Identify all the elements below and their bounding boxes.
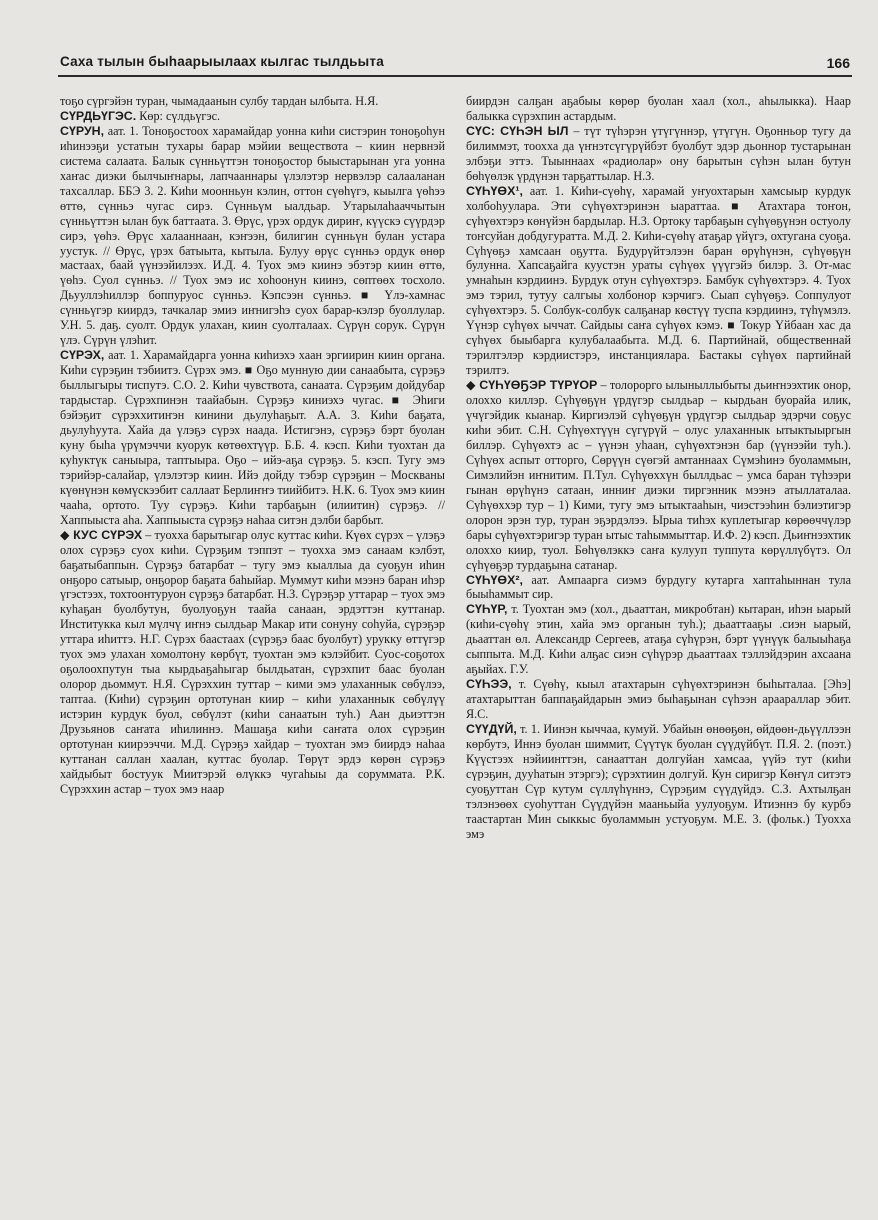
entry-text: – түт түһэрэн үтүгүннэр, үтүгүн. Оҕонньор тугу да билиммэт, тоохха да үҥнэтсүгүрүйбэт буолбут эдэр дьоннор тустарынан элбэҕи эттэ. Тыыннаах «радиолар» ону барытын сүһэн ылан бутун бөһүөлэк үрдүнэн тарҕаттылар. Н.З. — [466, 123, 852, 183]
entry-headword: СҮҺҮР, — [466, 602, 508, 617]
entry-headword: ◆ СҮҺҮӨҔЭР ТҮРҮОР — [466, 378, 598, 393]
entry-text: аат. Ампаарга сиэмэ бурдугу кутарга хаптаһыннан тула быыһаммыт сир. — [466, 572, 851, 602]
entry-text: биирдэн салҕан аҕабыы көрөр буолан хаал (хол., аһылыкка). Наар балыкка сүрэхпин астардым. — [466, 94, 851, 123]
dictionary-entry — [60, 348, 445, 527]
dictionary-entry — [60, 94, 445, 109]
dictionary-entry — [466, 378, 851, 572]
entry-headword: ◆ КУС СҮРЭХ — [60, 527, 143, 542]
entry-text: т. 1. Иинэн кыччаа, кумуй. Убайын өнөөҕөн, өйдөөн-дьүүллээн көрбутэ, Иннэ буолан шиммит, Сүүтүк буолан сүүдүйбүт. П.Я. 2. (поэт.) Күүстээх нэйиинттэн, санааттан долгуйан хамсаа, үүйэ тут (киһи сүрэҕин, дууһатын этэргэ); сүрэхтиин долгуй. Кун сиригэр Көҥүл ситэтэ суоҕуттан Сүр кутум сүллүһүннэ, Сүрэҕим сүүдүйдэ. С.З. Ахтылҕан тэлэнэөөх суоһуттан Сүүдүйэн мааньыйа уулуоҕум. Итиэннэ бу курбэ таастартан Мин сыккыс буоламмын устуоҕум. М.Е. 3. (фольк.) Туохха эмэ — [466, 722, 851, 841]
entry-headword: СҮҺҮӨХ¹, — [466, 183, 523, 198]
left-column — [60, 94, 445, 797]
dictionary-entry — [60, 528, 445, 797]
entry-text: т. Туохтан эмэ (хол., дьааттан, микробтан) кытаран, иһэн ыарый (киһи-сүөһү этин, хайа эмэ органын туһ.); дьааттааҕы .сиэн ыарый, дьааттан өл. Александр Сергеев, атаҕа сүһүрэн, бэрт үүнүүк балыыһаҕа сыппыта. М.Д. Киһи алҕас сиэн сүһүрэр дьааттаах тэллэйдэрин ахсаана аҕыйах. Г.У. — [466, 602, 851, 677]
entry-text: – туохха барытыгар олус куттас киһи. Күөх сүрэх – үлэҕэ олох сүрэҕэ суох киһи. Сүрэҕим тэппэт – туохха эмэ санаам кэлбэт, баҕатыбаппын. Сүрэҕэ батарбат – тугу эмэ кыаллыа да суоҕун иһин онҕоро сатыыр, онҕорор баҕата баһыйар. Муммут киһи мээнэ баран иһэр үгэстээх, тохтоонтуруон сүрэҕэ батарбат. Н.З. Сүрэҕэр уттарар – туох эмэ куһаҕан буолбутун, буолуоҕун таайа санаан, эрдэттэн куттанар. Институкка кыл мүлчү иҥнэ сылдьар Макар ити сонуну соһуйа, сүрэҕэр уттара иһиттэ. Н.Г. Сүрэх баастаах (сүрэҕэ баас буолбут) урукку өттүгэр туох эмэ улахан хомолтону көрбүт, туохтан эмэ кэлэйбит. Суос-соҕотох оҕолоохпутун тыа кырдьаҕаһыгар былдьатан, сүрэхпит баас буолан олорор дьоммут. Н.Я. Сүрэххин туттар – кими эмэ улаханнык сөбүлээ, таптаа. (Киһи) сүрэҕин ортотунан киир – киһи улаханнык сөбүлүү истэрин курдук буол, сөбүлэт (киһи санаатын туһ.) Аан дьиэттэн Друзьянов саҥата иһилиннэ. Машаҕа киһи саҥата олох сүрэҕин ортотунан киирээччи. М.Д. Сүрэҕэ хайдар – туохтан эмэ биирдэ наһаа куттанан саллан хаалан, куттас буолар. Төрүт эрдэ көрөн сүрэҕэ хайдыбыт бостуук Миитэрэй өлүккэ чугаһыы да соруммата. Р.К. Сүрэххин астар – туох эмэ наар — [60, 527, 445, 796]
entry-headword: СҮРДЬҮГЭС. — [60, 108, 137, 123]
dictionary-entry — [60, 124, 445, 348]
entry-text: аат. 1. Харамайдарга уонна киһиэхэ хаан эргиирин киин органа. Киһи сүрэҕин тэбиитэ. Сүрэх эмэ. ■ Оҕо мунную дии санаабыта, сүрэҕэ быллыгыры тиспутэ. С.О. 2. Киһи чувствота, санаата. Сүрэҕим дойдубар тардыстар. Сүрэхпинэн таайабын. Сүрэҕэ киниэхэ чугас. ■ Эһиги бэйэҕит сүрэххитиҥэн кинини дьулуһаҕыт. А.А. 3. Киһи баҕата, дьулуһуута. Хайа да үлэҕэ сүрэх наада. Истигэнэ, сүрэҕэ бэрт буолан куну быһа үрүмэччи куорук көтөөхтүүр. Б.Б. 4. кэсп. Киһи туохтан да куһуктүк саныыра, таптыыра. Оҕо – ийэ-аҕа сүрэҕэ. 5. кэсп. Тугу эмэ тэрийэр-салайар, үлэлэтэр киин. Ийэ дойду тэбэр сүрэҕин – Москваны күөнүнэн көмүскээбит саллаат Берлиҥҥэ тиийбитэ. Н.К. 6. Туох эмэ киин чааһа, ортото. Туу сүрэҕэ. Киһи тарбаҕын (илиитин) сүрэҕэ. // Хаппыыста аһа. Хаппыыста сүрэҕэ наһаа ситэн дэлби барбыт. — [60, 348, 445, 527]
dictionary-entry — [466, 94, 851, 124]
page-header — [60, 52, 852, 74]
entry-text: аат. 1. Киһи-сүөһү, харамай уҥуохтарын хамсыыр курдук холбоһуулара. Эти сүһүөхтэринэн ыараттаа. ■ Атахтара тоҥон, сүһүөхтэрэ көнүйэн бардылар. Н.З. Ортоку тарбаҕын сүһүөҕүнэн остуолу тоҥсуйан добдугуратта. М.Д. 2. Киһи-сүөһү атаҕар үйүгэ, охтугана суоҕа. Сүһүөҕэ хамсаан оҕутта. Будурүйтэлээн баран өрүһүнэн, сүһүөҕүн булунна. Хапсаҕайга куустэн ураты сүһүөх үүүгэйэ билэр. 3. От-мас умнаһын кэрдиинэ. Бурдук отун сүһүөхтэрэ. Бамбук сүһүөхтэрэ. 4. Туох эмэ тэрил, тутуу салгыы холбонор кэрчигэ. Сыап сүһүөҕэ. Соппулуот сүһүөхтэрэ. 5. Солбук-солбук салҕанар көстүү туспа кэрдиинэ, түһүмэлэ. Үүнэр сүһүөх ыччат. Сайдыы саҥа сүһүөх кэмэ. ■ Токур Үйбаан хас да сүһүөх быыбарга кулубалаабыта. М.Д. 6. Партийнай, общественнай тэрилтэлэр кэрдиистэрэ, инстанциялара. Бастакы сүһүөх партийнай тэрилтэ. — [466, 183, 851, 378]
page-number: 166 — [826, 55, 850, 71]
dictionary-entry — [466, 573, 851, 603]
entry-text: т. Сүөһү, кыыл атахтарын сүһүөхтэринэн быһыталаа. [Эһэ] атахтарыттан баппаҕайдарын эмиэ быһаҕынан сүһээн араараллар эбит. Я.С. — [466, 677, 851, 722]
entry-headword: СҮС: СҮҺЭН ЫЛ — [466, 123, 569, 138]
entry-headword: СҮРУН, — [60, 123, 105, 138]
entry-headword: СҮҺҮӨХ², — [466, 572, 523, 587]
entry-text: аат. 1. Тоноҕостоох харамайдар уонна киһи систэрин тоноҕоһун иһинээҕи устатын тухары барар мэйии веществота – киин нервнэй система салаата. Балык сүнньүттэн тоноҕостор быыстарынан уга уонна хаҥас диэки былчыҥнары, лапчааннары үлэлэтэр нервэлэр салааланан тахсаллар. ББЭ 3. 2. Киһи моонньун кэлин, оттон сүөһүгэ, кыылга үөһээ өттө, сүнньэ чугас сирэ. Сүнньүм ыалдьар. Утарылаһааччытын сүнньүттэн ылан бук баттаата. 3. Өрүс, үрэх ордук дириҥ, күүскэ сүүрдэр сирэ, үөһэ. Өрүс халааннаан, кэҥээн, билигин сүнньүн булан устара уустук. // Өрүс, үрэх батыыта, кытыла. Булуу өрүс сүнньэ ордук өнөр мастаах, баай үүнээйилээх. И.Д. 4. Туох эмэ киинэ эбэтэр киин өттө, үөһэ. Суол сүнньэ. // Туох эмэ ис хоһоонун киинэ, сөптөөх тосхоло. Дьууллэһиллэр боппуруос сүнньэ. Кэпсээн сүнньэ. ■ Үлэ-хамнас сүнньүгэр киирдэ, тачкалар эмиэ иҥнигэһэ суох барар-кэлэр буоллулар. У.Н. 5. даҕ. суолт. Ордук улахан, киин суолталаах. Сүрүн сорук. Сүрүн үлэ. Сүрүн үлэһит. — [60, 123, 445, 348]
entry-text: Көр: сүлдьүгэс. — [139, 108, 221, 123]
entry-headword: СҮҺЭЭ, — [466, 677, 512, 692]
entry-text: – толорорго ылыныллыбыты дьиҥнээхтик онор, олоххо киллэр. Сүһүөҕүн үрдүгэр сылдьар – кырдьан буорайа илик, үчүгэйдик кыанар. Киргиэлэй сүһүөҕүн үрдүгэр сылдьар эдэрчи соҕус киһи эбит. С.Н. Сүһүөхтүүн сүгүрүй – олус улаханнык ытыктыыргын биллэр. Сүһүөхтэ ас – үүнэн уһаан, сүһүөхтэнэн бар (үүнээйи туһ.). Сүһүөх аспыт отторго, Сөрүүн сүөгэй амтаннаах Сүмэһинэ буоламмын, Симэлийэн иҥнитим. П.Тул. Сүһүөххүн быллдьас – умса баран түһээри гынан өрүһүнэ сатаан, инниҥ диэки тиргэнник мээнэ атыллаталаа. Сүһүөххэр тур – 1) Кими, тугу эмэ ытыктааһын, чиэстээһин бэлиэтигэр олорон эрэн тур, туран эҕэрдэлээ. Ырыа тиһэх куплетыгар көрөөччүлэр бары сүһүөхтэригэр туран ытыс таһыммыттар. И.Ф. 2) кэсп. Дьиҥнээхтик олоххо киир, туол. Бөһүөлэккэ саҥа кулууп туппута көрүллүбүтэ. Ол сүһүөҕэр турдаҕына сатанар. — [466, 378, 852, 572]
dictionary-entry — [466, 722, 851, 842]
dictionary-entry — [466, 602, 851, 677]
header-rule — [58, 75, 852, 77]
dictionary-entry — [466, 124, 851, 184]
dictionary-entry — [60, 109, 445, 124]
dictionary-entry — [466, 184, 851, 378]
running-title: Саха тылын быһаарыылаах кылгас тылдьыта — [60, 54, 384, 69]
entry-text: тоҕо сүргэйэн туран, чымадаанын сулбу тардан ылбыта. Н.Я. — [60, 94, 379, 108]
right-column — [466, 94, 851, 842]
dictionary-entry — [466, 677, 851, 722]
entry-headword: СҮҮДҮЙ, — [466, 722, 517, 737]
entry-headword: СҮРЭХ, — [60, 348, 105, 363]
